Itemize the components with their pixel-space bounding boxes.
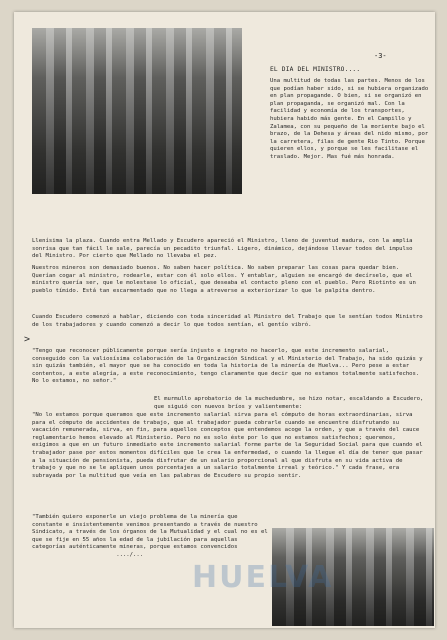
paragraph-2: Llenísima la plaza. Cuando entra Mellado y Escudero apareció el Ministro, lleno de juventud madura, con la amplia sonrisa que tan fácil le sale, parecía un pecadito triunfal. Ligero, dinámico, dejándose llevar todos del impulso del Ministro. Por cierto que Mellado no llevaba el pez.	[32, 238, 416, 260]
paragraph-5: "Tengo que reconocer públicamente porque sería injusto e ingrato no hacerlo, que este incremento salarial, conseguido con la valiosísima colaboración de la Organización Sindical y el Ministerio del Trabajo, ha sido quizás y sin quizás también, el mayor que se ha conocido en toda la historia de la minería de Huelva... Pero pese a estar contentos, a este alegría, a este reconocimiento, tengo claramente que decir que no estamos totalmente satisfechos. No lo estamos, no señor."	[32, 348, 427, 385]
document-page	[14, 12, 435, 628]
paragraph-3: Nuestros mineros son demasiado buenos. No saben hacer política. No saben preparar las cosas para quedar bien. Querían cogar al ministro, rodearle, estar con él solo ellos. Y entablar, alguien se encargó de decírselo, que el ministro quería ser, que le molestase lo oficial, que deseaba el contacto pleno con el pueblo. Pero Riotinto es un pueblo tímido. Está tan escarmentado que no llega a atreverse a exteriorizar lo que le palpita dentro.	[32, 265, 420, 294]
watermark-stamp: HUELVA	[192, 560, 334, 595]
article-title: EL DIA DEL MINISTRO....	[270, 66, 361, 73]
paragraph-6: El murmullo aprobatorio de la muchedumbre, se hizo notar, escaldando a Escudero, que siguió con nuevos bríos y valientemente:	[154, 396, 427, 410]
margin-mark: >	[24, 334, 31, 345]
paragraph-7: "No lo estamos porque queramos que este incremento salarial sirva para el cómputo de horas extraordinarias, sirva para el cómputo de accidentes de trabajo, que al trabajador pueda cobrarle cuando se encuentre disfrutando su vacación remunerada, sirva, en fin, para aquellos conceptos que entendemos acoge la orden, y que a través del cauce reglamentario hemos elevado al Ministerio. Pero no es solo éste por lo que no estamos satisfechos; queremos, exigimos a que en un futuro inmediato este incremento salarial forme parte de la Seguridad Social para que cuando el trabajador pase por estos momentos difíciles que le crea la enfermedad, o cuando la llegue el día de tener que pasar a la situación de pensionista, pueda disfrutar de un salario proporcional al que disfruta en su vida activa de trabajo y que no se le apliquen unos porcentajes a un salario totalmente irreal y teórico." Y cada frase, era subrayada por la multitud que veía en las palabras de Escudero su propio sentir.	[32, 412, 427, 479]
paragraph-4: Cuando Escudero comenzó a hablar, diciendo con toda sinceridad al Ministro del Trabajo que le sentían todos Ministro de los trabajadores y cuando comenzó a decir lo que todos sentían, el gentío vibró.	[32, 314, 427, 328]
paragraph-8: "También quiero exponerle un viejo problema de la minería que constante e insistentemente venimos presentando a través de nuestro Sindicato, a través de los órganos de la Mutualidad y el cual no es el que se fije en 55 años la edad de la jubilación para aquellas categorías auténticamente mineras, porque estamos convencidos ..../...	[32, 514, 268, 558]
paragraph-1: Una multitud de todas las partes. Menos de los que podían haber sido, si se hubiera organizado en plan propagande. O bien, si se organizó en plan propaganda, se organizó mal. Con la facilidad y economía de los transportes, hubiera habido más gente. En el Campillo y Zalamea, con su pequeño de la moriente bajo el brazo, de la Dehesa y áreas del nido mismo, por la carretera, filas de gente Rio Tinto. Porque quieren ellos, y porque se les facilitase el traslado. Mejor. Mas fué más honrada.	[270, 78, 432, 160]
page-number: -3-	[374, 52, 387, 60]
photo-minister-crowd	[32, 28, 242, 194]
